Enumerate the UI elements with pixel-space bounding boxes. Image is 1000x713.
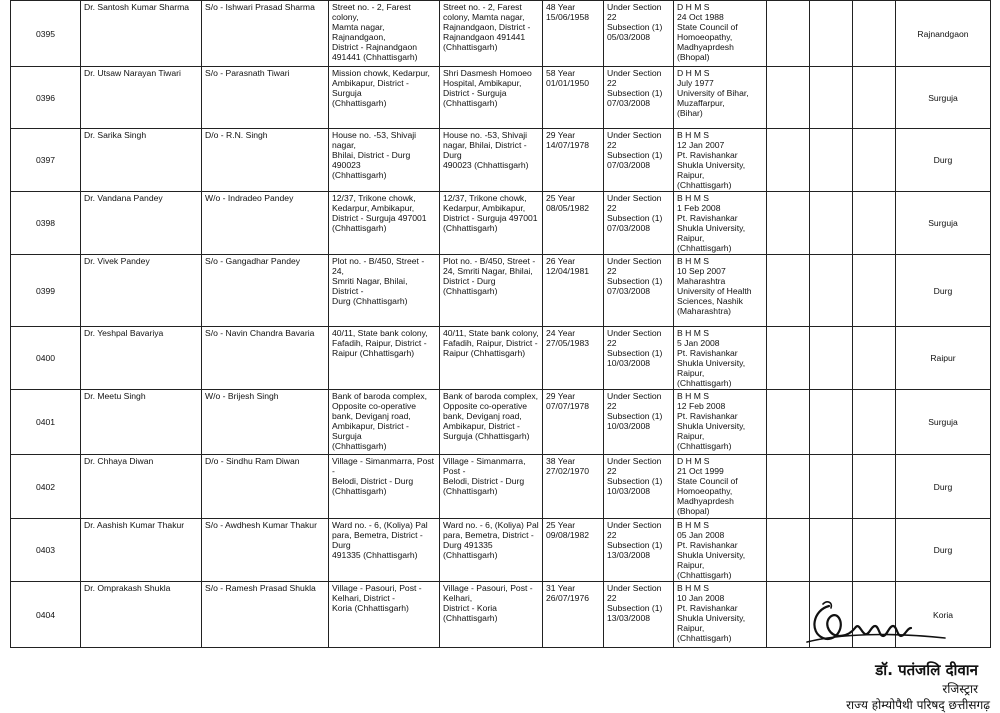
district: Koria — [896, 582, 991, 648]
signature-mark-icon — [799, 598, 949, 650]
table-body — [11, 1, 991, 648]
district: Raipur — [896, 327, 991, 390]
district: Surguja — [896, 390, 991, 455]
registration-section: Under Section 22 Subsection (1) 07/03/2008 — [604, 67, 674, 129]
qualification: B H M S 5 Jan 2008 Pt. Ravishankar Shukla University, Raipur, (Chhattisgarh) — [674, 327, 767, 390]
table-row — [11, 390, 991, 455]
practitioner-name: Dr. Meetu Singh — [81, 390, 202, 455]
clinic-address: Bank of baroda complex, Opposite co-operative bank, Deviganj road, Ambikapur, District - Surguja (Chhattisgarh) — [440, 390, 543, 455]
empty-cell — [767, 255, 810, 327]
practitioner-name: Dr. Sarika Singh — [81, 129, 202, 192]
empty-cell — [767, 519, 810, 582]
empty-cell — [767, 129, 810, 192]
empty-cell — [853, 1, 896, 67]
district: Rajnandgaon — [896, 1, 991, 67]
qualification: D H M S 24 Oct 1988 State Council of Homoeopathy, Madhyaprdesh (Bhopal) — [674, 1, 767, 67]
relation-name: W/o - Indradeo Pandey — [202, 192, 329, 255]
relation-name: S/o - Ishwari Prasad Sharma — [202, 1, 329, 67]
empty-cell — [810, 390, 853, 455]
empty-cell — [810, 67, 853, 129]
clinic-address: House no. -53, Shivaji nagar, Bhilai, District - Durg 490023 (Chhattisgarh) — [440, 129, 543, 192]
district: Durg — [896, 519, 991, 582]
relation-name: D/o - R.N. Singh — [202, 129, 329, 192]
residential-address: House no. -53, Shivaji nagar, Bhilai, District - Durg 490023 (Chhattisgarh) — [329, 129, 440, 192]
clinic-address: Ward no. - 6, (Koliya) Pal para, Bemetra, District - Durg 491335 (Chhattisgarh) — [440, 519, 543, 582]
empty-cell — [810, 1, 853, 67]
empty-cell — [810, 129, 853, 192]
practitioner-name: Dr. Yeshpal Bavariya — [81, 327, 202, 390]
empty-cell — [767, 390, 810, 455]
age-dob: 29 Year 07/07/1978 — [543, 390, 604, 455]
age-dob: 58 Year 01/01/1950 — [543, 67, 604, 129]
qualification: D H M S July 1977 University of Bihar, Muzaffarpur, (Bihar) — [674, 67, 767, 129]
residential-address: Mission chowk, Kedarpur, Ambikapur, District - Surguja (Chhattisgarh) — [329, 67, 440, 129]
residential-address: Street no. - 2, Farest colony, Mamta nagar, Rajnandgaon, District - Rajnandgaon 491441 (Chhattisgarh) — [329, 1, 440, 67]
residential-address: Plot no. - B/450, Street - 24, Smriti Nagar, Bhilai, District - Durg (Chhattisgarh) — [329, 255, 440, 327]
serial-number: 0402 — [11, 455, 81, 519]
serial-number: 0404 — [11, 582, 81, 648]
qualification: B H M S 10 Sep 2007 Maharashtra University of Health Sciences, Nashik (Maharashtra) — [674, 255, 767, 327]
district: Surguja — [896, 192, 991, 255]
residential-address: Village - Pasouri, Post - Kelhari, District - Koria (Chhattisgarh) — [329, 582, 440, 648]
residential-address: 12/37, Trikone chowk, Kedarpur, Ambikapur, District - Surguja 497001 (Chhattisgarh) — [329, 192, 440, 255]
age-dob: 48 Year 15/06/1958 — [543, 1, 604, 67]
qualification: B H M S 12 Jan 2007 Pt. Ravishankar Shukla University, Raipur, (Chhattisgarh) — [674, 129, 767, 192]
age-dob: 25 Year 08/05/1982 — [543, 192, 604, 255]
empty-cell — [853, 455, 896, 519]
empty-cell — [767, 455, 810, 519]
registration-section: Under Section 22 Subsection (1) 10/03/2008 — [604, 455, 674, 519]
empty-cell — [767, 192, 810, 255]
relation-name: S/o - Navin Chandra Bavaria — [202, 327, 329, 390]
empty-cell — [853, 129, 896, 192]
practitioner-name: Dr. Chhaya Diwan — [81, 455, 202, 519]
clinic-address: Street no. - 2, Farest colony, Mamta nagar, Rajnandgaon, District - Rajnandgaon 491441 (Chhattisgarh) — [440, 1, 543, 67]
relation-name: S/o - Ramesh Prasad Shukla — [202, 582, 329, 648]
clinic-address: Shri Dasmesh Homoeo Hospital, Ambikapur, District - Surguja (Chhattisgarh) — [440, 67, 543, 129]
practitioner-name: Dr. Utsaw Narayan Tiwari — [81, 67, 202, 129]
empty-cell — [853, 519, 896, 582]
serial-number: 0398 — [11, 192, 81, 255]
serial-number: 0400 — [11, 327, 81, 390]
registration-section: Under Section 22 Subsection (1) 07/03/2008 — [604, 255, 674, 327]
empty-cell — [853, 67, 896, 129]
residential-address: Village - Simanmarra, Post - Belodi, District - Durg (Chhattisgarh) — [329, 455, 440, 519]
district: Surguja — [896, 67, 991, 129]
empty-cell — [810, 455, 853, 519]
empty-cell — [853, 327, 896, 390]
empty-cell — [810, 255, 853, 327]
signature-block — [795, 598, 990, 710]
empty-cell — [810, 192, 853, 255]
qualification: B H M S 10 Jan 2008 Pt. Ravishankar Shukla University, Raipur, (Chhattisgarh) — [674, 582, 767, 648]
registration-section: Under Section 22 Subsection (1) 10/03/2008 — [604, 327, 674, 390]
serial-number: 0396 — [11, 67, 81, 129]
registration-section: Under Section 22 Subsection (1) 07/03/2008 — [604, 192, 674, 255]
residential-address: Ward no. - 6, (Koliya) Pal para, Bemetra, District - Durg 491335 (Chhattisgarh) — [329, 519, 440, 582]
empty-cell — [767, 67, 810, 129]
qualification: B H M S 05 Jan 2008 Pt. Ravishankar Shukla University, Raipur, (Chhattisgarh) — [674, 519, 767, 582]
practitioner-name: Dr. Omprakash Shukla — [81, 582, 202, 648]
relation-name: S/o - Awdhesh Kumar Thakur — [202, 519, 329, 582]
qualification: D H M S 21 Oct 1999 State Council of Homoeopathy, Madhyaprdesh (Bhopal) — [674, 455, 767, 519]
registration-section: Under Section 22 Subsection (1) 07/03/2008 — [604, 129, 674, 192]
age-dob: 29 Year 14/07/1978 — [543, 129, 604, 192]
registration-section: Under Section 22 Subsection (1) 13/03/2008 — [604, 582, 674, 648]
table-row — [11, 327, 991, 390]
clinic-address: Village - Pasouri, Post - Kelhari, District - Koria (Chhattisgarh) — [440, 582, 543, 648]
council-name: राज्य होम्योपैथी परिषद् छत्तीसगढ़ — [846, 698, 990, 712]
empty-cell — [810, 327, 853, 390]
district: Durg — [896, 129, 991, 192]
relation-name: W/o - Brijesh Singh — [202, 390, 329, 455]
empty-cell — [853, 390, 896, 455]
qualification: B H M S 12 Feb 2008 Pt. Ravishankar Shukla University, Raipur, (Chhattisgarh) — [674, 390, 767, 455]
registration-section: Under Section 22 Subsection (1) 13/03/2008 — [604, 519, 674, 582]
empty-cell — [767, 327, 810, 390]
table-row — [11, 519, 991, 582]
practitioner-name: Dr. Vandana Pandey — [81, 192, 202, 255]
qualification: B H M S 1 Feb 2008 Pt. Ravishankar Shukla University, Raipur, (Chhattisgarh) — [674, 192, 767, 255]
clinic-address: 12/37, Trikone chowk, Kedarpur, Ambikapur, District - Surguja 497001 (Chhattisgarh) — [440, 192, 543, 255]
age-dob: 25 Year 09/08/1982 — [543, 519, 604, 582]
practitioner-name: Dr. Vivek Pandey — [81, 255, 202, 327]
serial-number: 0395 — [11, 1, 81, 67]
registration-section: Under Section 22 Subsection (1) 10/03/2008 — [604, 390, 674, 455]
table-row — [11, 192, 991, 255]
age-dob: 38 Year 27/02/1970 — [543, 455, 604, 519]
district: Durg — [896, 255, 991, 327]
table-row — [11, 67, 991, 129]
table-row — [11, 255, 991, 327]
serial-number: 0397 — [11, 129, 81, 192]
district: Durg — [896, 455, 991, 519]
registrar-title: रजिस्ट्रार — [942, 682, 978, 696]
empty-cell — [853, 255, 896, 327]
practitioner-name: Dr. Santosh Kumar Sharma — [81, 1, 202, 67]
age-dob: 31 Year 26/07/1976 — [543, 582, 604, 648]
residential-address: 40/11, State bank colony, Fafadih, Raipur, District - Raipur (Chhattisgarh) — [329, 327, 440, 390]
table-row — [11, 1, 991, 67]
clinic-address: Plot no. - B/450, Street - 24, Smriti Nagar, Bhilai, District - Durg (Chhattisgarh) — [440, 255, 543, 327]
empty-cell — [810, 519, 853, 582]
residential-address: Bank of baroda complex, Opposite co-operative bank, Deviganj road, Ambikapur, District - Surguja (Chhattisgarh) — [329, 390, 440, 455]
age-dob: 24 Year 27/05/1983 — [543, 327, 604, 390]
table-row — [11, 455, 991, 519]
age-dob: 26 Year 12/04/1981 — [543, 255, 604, 327]
empty-cell — [853, 192, 896, 255]
clinic-address: 40/11, State bank colony, Fafadih, Raipur, District - Raipur (Chhattisgarh) — [440, 327, 543, 390]
relation-name: D/o - Sindhu Ram Diwan — [202, 455, 329, 519]
clinic-address: Village - Simanmarra, Post - Belodi, District - Durg (Chhattisgarh) — [440, 455, 543, 519]
registration-table — [10, 0, 991, 648]
serial-number: 0399 — [11, 255, 81, 327]
relation-name: S/o - Gangadhar Pandey — [202, 255, 329, 327]
table-row — [11, 129, 991, 192]
empty-cell — [767, 1, 810, 67]
registrar-name: डॉ. पतंजलि दीवान — [875, 661, 978, 679]
register-sheet — [10, 0, 991, 648]
practitioner-name: Dr. Aashish Kumar Thakur — [81, 519, 202, 582]
registration-section: Under Section 22 Subsection (1) 05/03/2008 — [604, 1, 674, 67]
relation-name: S/o - Parasnath Tiwari — [202, 67, 329, 129]
serial-number: 0401 — [11, 390, 81, 455]
serial-number: 0403 — [11, 519, 81, 582]
